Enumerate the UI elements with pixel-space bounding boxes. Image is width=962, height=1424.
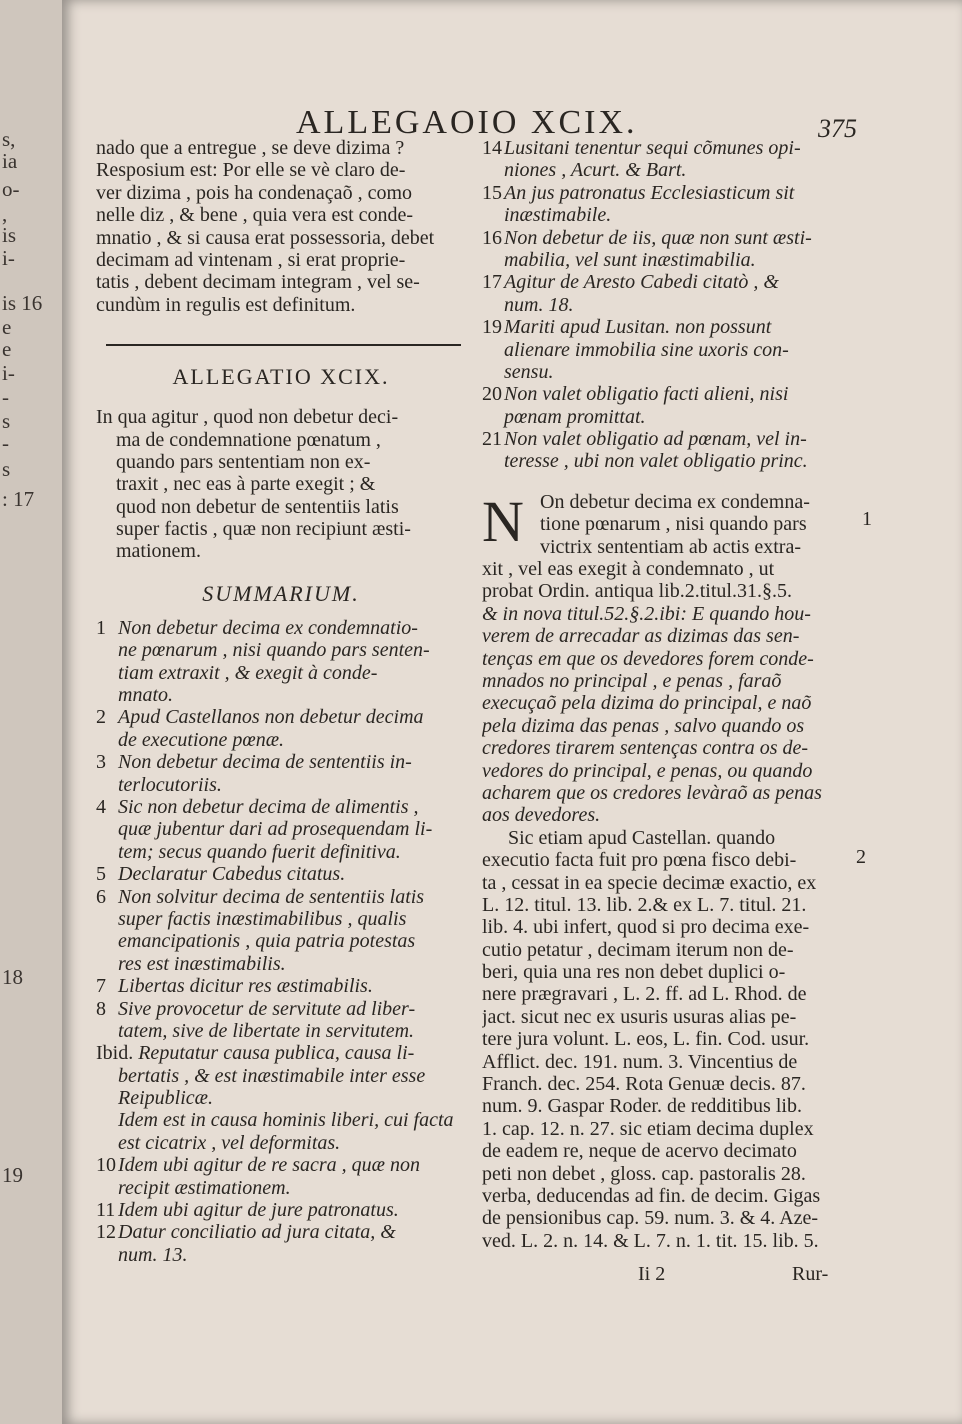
page-number: 375 bbox=[818, 114, 857, 143]
summary-number: 14 bbox=[482, 137, 502, 159]
summary-list-right bbox=[482, 137, 862, 473]
summary-text: Sic non debetur decima de alimentis , bbox=[118, 795, 419, 818]
page-header-title: ALLEGAOIO XCIX. bbox=[296, 104, 638, 141]
margin-fragment: e bbox=[2, 315, 12, 339]
text-line: cutio petatur , decimam iterum non de- bbox=[482, 938, 794, 961]
summary-entry bbox=[96, 751, 466, 796]
summary-list-left bbox=[96, 617, 466, 1266]
summary-text: alienare immobilia sine uxoris con- bbox=[504, 338, 789, 361]
summary-line bbox=[482, 428, 862, 450]
text-line: de pensionibus cap. 59. num. 3. & 4. Aze- bbox=[482, 1207, 819, 1230]
text-line: quando pars sententiam non ex- bbox=[116, 450, 371, 473]
summary-entry bbox=[96, 1199, 466, 1221]
summary-text: Non valet obligatio facti alieni, nisi bbox=[504, 383, 789, 406]
summary-text: Agitur de Aresto Cabedi citatò , & bbox=[504, 271, 779, 294]
text-line: nelle diz , & bene , quia vera est conde- bbox=[96, 204, 414, 227]
text-line: beri, quia una res non debet duplici o- bbox=[482, 961, 786, 984]
text-line: tatis , debent decimam integram , vel se- bbox=[96, 271, 420, 294]
text-line: L. 12. titul. 13. lib. 2.& ex L. 7. titul. 21. bbox=[482, 893, 807, 916]
summary-text: quæ jubentur dari ad prosequendam li- bbox=[118, 818, 433, 841]
summary-line bbox=[96, 1020, 466, 1042]
summary-text: Reipublicæ. bbox=[118, 1087, 213, 1110]
summary-text: inæstimabile. bbox=[504, 204, 612, 227]
summary-number: 17 bbox=[482, 271, 502, 294]
catchword: Rur- bbox=[792, 1263, 829, 1285]
summary-line bbox=[96, 617, 466, 639]
summary-entry bbox=[482, 428, 862, 473]
summary-entry bbox=[482, 316, 862, 383]
summary-text: Libertas dicitur res æstimabilis. bbox=[118, 975, 373, 998]
text-line: Franch. dec. 254. Rota Genuæ decis. 87. bbox=[482, 1073, 806, 1096]
text-line: probat Ordin. antiqua lib.2.titul.31.§.5. bbox=[482, 580, 792, 603]
summary-line bbox=[96, 998, 466, 1020]
summary-number: 21 bbox=[482, 428, 502, 451]
summary-text: ne pœnarum , nisi quando pars senten- bbox=[118, 639, 430, 662]
summary-line bbox=[96, 975, 466, 997]
summary-line bbox=[96, 1109, 466, 1131]
summary-number: 5 bbox=[96, 863, 106, 886]
summary-entry bbox=[96, 1109, 466, 1154]
summary-line bbox=[96, 1177, 466, 1199]
text-line: super factis , quæ non recipiunt æsti- bbox=[116, 518, 411, 541]
summary-line bbox=[96, 1221, 466, 1243]
summary-line bbox=[482, 450, 862, 472]
text-line: Afflict. dec. 191. num. 3. Vincentius de bbox=[482, 1050, 798, 1073]
summary-text: Mariti apud Lusitan. non possunt bbox=[504, 316, 772, 339]
summary-line bbox=[96, 908, 466, 930]
summary-line bbox=[482, 182, 862, 204]
text-line: verba, deducendas ad fin. de decim. Gigas bbox=[482, 1184, 821, 1207]
right-column bbox=[482, 137, 862, 1252]
text-line: executio facta fuit pro pœna fisco debi- bbox=[482, 849, 797, 872]
summary-line bbox=[482, 406, 862, 428]
signature-mark: Ii 2 bbox=[638, 1263, 666, 1285]
text-line: credores tirarem sentenças contra os de- bbox=[482, 737, 809, 760]
summary-line bbox=[96, 1042, 466, 1064]
summary-text: Idem est in causa hominis liberi, cui facta bbox=[118, 1109, 454, 1132]
summary-number: 11 bbox=[96, 1199, 116, 1222]
text-line: 1. cap. 12. n. 27. sic etiam decima duplex bbox=[482, 1117, 814, 1140]
text-line: cundùm in regulis est definitum. bbox=[96, 293, 356, 316]
summary-text: Idem ubi agitur de re sacra , quæ non bbox=[118, 1154, 421, 1177]
text-line: tenças em que os devedores forem conde- bbox=[482, 647, 814, 670]
summary-line bbox=[96, 751, 466, 773]
summary-line bbox=[96, 1087, 466, 1109]
text-line: nere prægravari , L. 2. ff. ad L. Rhod. de bbox=[482, 983, 807, 1006]
summary-text: recipit æstimationem. bbox=[118, 1176, 291, 1199]
text-line: ver dizima , pois ha condenaçaõ , como bbox=[96, 181, 412, 204]
margin-fragment: i- bbox=[2, 361, 15, 385]
summary-number: 4 bbox=[96, 795, 106, 818]
text-line: mationem. bbox=[116, 540, 201, 563]
summary-number: 15 bbox=[482, 181, 502, 204]
text-line: lib. 4. ubi infert, quod si pro decima exe- bbox=[482, 916, 810, 939]
margin-fragment: s bbox=[2, 409, 11, 433]
summary-text: num. 18. bbox=[504, 293, 574, 316]
summary-text: tiam extraxit , & exegit à conde- bbox=[118, 661, 378, 684]
summary-text: de executione pœnæ. bbox=[118, 728, 285, 751]
margin-fragment: , bbox=[2, 202, 8, 226]
summary-line bbox=[96, 639, 466, 661]
summary-number: 1 bbox=[96, 616, 106, 639]
summary-text: niones , Acurt. & Bart. bbox=[504, 159, 687, 182]
margin-fragment: o- bbox=[2, 177, 20, 201]
summary-text: bertatis , & est inæstimabile inter esse bbox=[118, 1064, 426, 1087]
drop-cap: N bbox=[482, 488, 524, 554]
left-column bbox=[96, 137, 466, 1266]
summary-text: Lusitani tenentur sequi cõmunes opi- bbox=[504, 137, 801, 159]
summary-text: Non debetur de iis, quæ non sunt æsti- bbox=[504, 226, 812, 249]
summary-line bbox=[96, 930, 466, 952]
summary-text: pœnam promittat. bbox=[504, 405, 646, 428]
summary-line bbox=[96, 774, 466, 796]
intro-paragraph bbox=[96, 137, 466, 316]
summary-text: An jus patronatus Ecclesiasticum sit bbox=[504, 181, 795, 204]
summary-text: num. 13. bbox=[118, 1243, 188, 1266]
margin-fragment: 19 bbox=[2, 1163, 23, 1187]
summary-line bbox=[96, 1132, 466, 1154]
margin-fragment: s, bbox=[2, 127, 16, 151]
summary-text: teresse , ubi non valet obligatio princ. bbox=[504, 450, 808, 473]
summary-number: 20 bbox=[482, 383, 502, 406]
summary-text: emancipationis , quia patria potestas bbox=[118, 930, 416, 953]
summary-line bbox=[482, 249, 862, 271]
summary-entry bbox=[96, 796, 466, 863]
margin-fragment: - bbox=[2, 385, 9, 409]
text-line: In qua agitur , quod non debetur deci- bbox=[96, 406, 399, 429]
summary-line bbox=[96, 662, 466, 684]
summary-entry bbox=[482, 383, 862, 428]
summary-text: res est inæstimabilis. bbox=[118, 952, 286, 975]
text-line: ved. L. 2. n. 14. & L. 7. n. 1. tit. 15. lib. 5. bbox=[482, 1229, 819, 1252]
section-divider bbox=[106, 344, 461, 346]
summary-number: 8 bbox=[96, 997, 106, 1020]
summary-line bbox=[96, 1244, 466, 1266]
text-line: verem de arrecadar as dizimas das sen- bbox=[482, 625, 800, 648]
summary-entry bbox=[96, 706, 466, 751]
summary-line bbox=[96, 796, 466, 818]
argument-paragraph bbox=[96, 406, 466, 563]
summary-text: tem; secus quando fuerit definitiva. bbox=[118, 840, 401, 863]
text-line: Resposium est: Por elle se vè claro de- bbox=[96, 159, 406, 182]
summary-text: Non debetur decima ex condemnatio- bbox=[118, 616, 418, 639]
summary-line bbox=[96, 706, 466, 728]
body-section bbox=[482, 488, 862, 558]
text-line: tione pœnarum , nisi quando pars bbox=[540, 513, 807, 536]
summary-text: Reputatur causa publica, causa li- bbox=[138, 1042, 415, 1065]
body-paragraph bbox=[482, 558, 862, 1252]
summary-entry bbox=[96, 863, 466, 885]
text-line: mnatio , & si causa erat possessoria, debet bbox=[96, 226, 435, 249]
summary-line bbox=[482, 339, 862, 361]
summary-text: sensu. bbox=[504, 360, 554, 383]
margin-fragment: i- bbox=[2, 246, 15, 270]
summary-text: Datur conciliatio ad jura citata, & bbox=[118, 1221, 396, 1244]
margin-fragment: ia bbox=[2, 149, 18, 173]
summary-text: Declaratur Cabedus citatus. bbox=[118, 863, 346, 886]
side-note-1: 1 bbox=[862, 508, 872, 530]
summary-entry bbox=[482, 271, 862, 316]
text-line: vedores do principal, e penas, ou quando bbox=[482, 759, 813, 782]
summary-line bbox=[482, 316, 862, 338]
margin-fragment: is 16 bbox=[2, 291, 43, 315]
summary-text: Idem ubi agitur de jure patronatus. bbox=[118, 1199, 399, 1222]
summary-text: Non solvitur decima de sententiis latis bbox=[118, 885, 425, 908]
text-line: mnados no principal , e penas , faraõ bbox=[482, 669, 782, 692]
summary-line bbox=[96, 729, 466, 751]
summary-number: 3 bbox=[96, 751, 106, 774]
text-line: peti non debet , gloss. cap. pastoralis 28. bbox=[482, 1162, 806, 1185]
summary-text: Non debetur decima de sententiis in- bbox=[118, 751, 412, 774]
text-line: de eadem re, neque de acervo decimato bbox=[482, 1140, 797, 1163]
text-line: num. 9. Gaspar Roder. de redditibus lib. bbox=[482, 1095, 802, 1118]
summary-entry bbox=[482, 137, 862, 182]
summary-text: mabilia, vel sunt inæstimabilia. bbox=[504, 248, 756, 271]
summary-text: super factis inæstimabilibus , qualis bbox=[118, 907, 407, 930]
summary-line bbox=[96, 1199, 466, 1221]
summary-number: 7 bbox=[96, 975, 106, 998]
summary-number: 16 bbox=[482, 226, 502, 249]
summary-line bbox=[96, 953, 466, 975]
summary-number: 6 bbox=[96, 885, 106, 908]
summary-entry bbox=[96, 1154, 466, 1199]
text-line: execuçaõ pela dizima do principal, e naõ bbox=[482, 692, 812, 715]
summary-text: tatem, sive de libertate in servitutem. bbox=[118, 1019, 415, 1042]
summary-number: 12 bbox=[96, 1221, 116, 1244]
margin-fragment: s bbox=[2, 457, 11, 481]
summary-line bbox=[482, 271, 862, 293]
margin-fragment: : 17 bbox=[2, 487, 35, 511]
summary-line bbox=[482, 204, 862, 226]
summary-entry bbox=[482, 227, 862, 272]
summary-entry bbox=[96, 998, 466, 1043]
summary-line bbox=[96, 1154, 466, 1176]
summary-text: Sive provocetur de servitute ad liber- bbox=[118, 997, 416, 1020]
text-line: pela dizima das penas , salvo quando os bbox=[482, 714, 805, 737]
side-note-2: 2 bbox=[856, 846, 866, 868]
summary-entry bbox=[96, 975, 466, 997]
summary-line bbox=[482, 361, 862, 383]
summary-text: Apud Castellanos non debetur decima bbox=[118, 706, 424, 729]
margin-fragment: e bbox=[2, 337, 12, 361]
summarium-heading: SUMMARIUM. bbox=[202, 580, 360, 606]
summary-line bbox=[482, 294, 862, 316]
text-line: ma de condemnatione pœnatum , bbox=[116, 428, 381, 451]
text-line: Sic etiam apud Castellan. quando bbox=[508, 826, 776, 849]
text-line: aos devedores. bbox=[482, 804, 601, 827]
summary-line bbox=[96, 863, 466, 885]
margin-fragment: - bbox=[2, 431, 9, 455]
summary-text: mnato. bbox=[118, 684, 173, 707]
summary-text: terlocutoriis. bbox=[118, 773, 222, 796]
summary-line bbox=[96, 1065, 466, 1087]
summary-line bbox=[96, 818, 466, 840]
summary-entry bbox=[482, 182, 862, 227]
summary-text: est cicatrix , vel deformitas. bbox=[118, 1131, 341, 1154]
text-line: ta , cessat in ea specie decimæ exactio, ex bbox=[482, 871, 817, 894]
section-title: ALLEGATIO XCIX. bbox=[172, 364, 390, 390]
text-line: On debetur decima ex condemna- bbox=[540, 490, 810, 513]
text-line: traxit , nec eas à parte exegit ; & bbox=[116, 473, 376, 496]
summary-entry bbox=[96, 886, 466, 976]
previous-page-margin bbox=[0, 0, 62, 1424]
summary-entry bbox=[96, 617, 466, 707]
text-line: jact. sicut nec ex usuris usuras alias pe- bbox=[482, 1005, 797, 1028]
text-line: acharem que os credores levàraõ as penas bbox=[482, 781, 822, 804]
summary-line bbox=[482, 159, 862, 181]
summary-line bbox=[96, 684, 466, 706]
summary-entry bbox=[96, 1042, 466, 1109]
summary-number: 19 bbox=[482, 316, 502, 339]
margin-fragment: is bbox=[2, 223, 17, 247]
text-line: & in nova titul.52.§.2.ibi: E quando hou- bbox=[482, 602, 811, 625]
summary-number: 2 bbox=[96, 706, 106, 729]
text-line: tere jura volunt. L. eos, L. fin. Cod. usur. bbox=[482, 1028, 810, 1051]
summary-line bbox=[482, 137, 862, 159]
text-line: victrix sententiam ab actis extra- bbox=[540, 535, 802, 558]
text-line: nado que a entregue , se deve dizima ? bbox=[96, 137, 405, 159]
summary-text: Non valet obligatio ad pœnam, vel in- bbox=[504, 428, 807, 451]
summary-entry bbox=[96, 1221, 466, 1266]
text-line: quod non debetur de sententiis latis bbox=[116, 495, 399, 518]
text-line: xit , vel eas exegit à condemnato , ut bbox=[482, 558, 775, 581]
summary-line bbox=[96, 841, 466, 863]
margin-fragment: 18 bbox=[2, 965, 23, 989]
text-line: decimam ad vintenam , si erat proprie- bbox=[96, 248, 406, 271]
summary-line bbox=[482, 227, 862, 249]
summary-line bbox=[96, 886, 466, 908]
summary-number: 10 bbox=[96, 1154, 116, 1177]
summary-line bbox=[482, 383, 862, 405]
summary-number: Ibid. bbox=[96, 1042, 134, 1065]
